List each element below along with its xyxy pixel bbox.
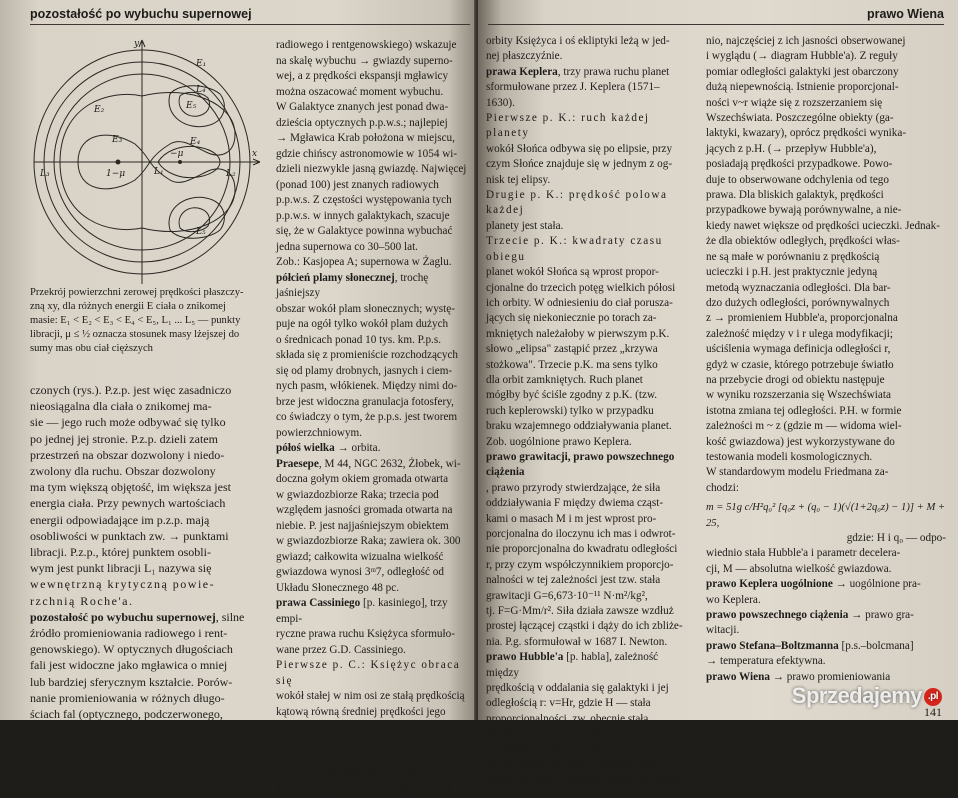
text-line: braku wzajemnego oddziaływania planet. <box>486 420 672 433</box>
text-line: ryczne prawa ruchu Księżyca sformuło- <box>276 628 455 640</box>
text-line: energii odpowiadające im p.z.p. mają <box>30 512 210 527</box>
text-line: fali jest widoczne jako mgławica o mniej <box>30 658 228 673</box>
caption-line: sumy mas obu ciał cięższych <box>30 343 153 354</box>
text-line: wokół Słońca odbywa się po elipsie, przy <box>486 142 673 155</box>
text-line: Drugie p. K.: prędkość polowa każdej <box>486 189 668 217</box>
text-line: proporcjonalności, zw. obecnie stałą <box>486 712 649 725</box>
label-axis-x: x <box>252 149 258 159</box>
caption-line: Przekrój powierzchni zerowej prędkości płaszczy- <box>30 287 244 298</box>
text-line: nych pasm, włókienek. Między nimi do- <box>276 380 458 392</box>
label-l5: L₅ <box>196 227 206 237</box>
text-line: wiednio stała Hubble'a i parametr decelera- <box>706 547 901 560</box>
entry-headword: prawo grawitacji, prawo powszechnego ciążenia <box>486 450 675 479</box>
text-line: w wyniku rozszerzania się Wszechświata <box>706 389 891 402</box>
text-line: puje na ogół tylko wokół plam dużych <box>276 318 449 330</box>
text-line: , trochę jaśniejszy <box>276 271 429 299</box>
text-line: , M 44, NGC 2632, Żłobek, wi- <box>318 457 461 470</box>
text-line: na przebycie drogi od obiektu następuje <box>706 373 885 386</box>
text-line: oddziaływania F między dwiema cząst- <box>486 497 664 510</box>
left-page-header: pozostałość po wybuchu supernowej <box>30 7 252 21</box>
text-line: ności v~r wiąże się z rozszerzaniem się <box>706 96 883 109</box>
text-line: czonych (rys.). P.z.p. jest więc zasadniczo <box>30 383 232 397</box>
text-line: Zob.: Kasjopea A; supernowa w Żaglu. <box>276 256 452 268</box>
text-line: [p. kasiniego], trzy empi- <box>276 597 448 625</box>
text-line: na skalę wybuchu → gwiazdy superno- <box>276 54 453 67</box>
text-line: o średnicach ponad 10 tys. km. P.p.s. <box>276 333 441 346</box>
label-one-mu: 1−μ <box>106 169 126 179</box>
text-line: po jednej jej stronie. P.z.p. dzieli zatem <box>30 431 218 446</box>
text-line: → temperatura efektywna. <box>706 655 826 668</box>
text-line: nie proporcjonalna do kwadratu odległości <box>486 543 678 556</box>
label-e5: E₅ <box>186 101 197 111</box>
text-line: Drugie p. C.: nachylenie równika księ- <box>276 736 422 764</box>
text-line: gdzie chińscy astronomowie w 1054 wi- <box>276 147 458 160</box>
text-line: W Galaktyce znanych jest ponad dwa- <box>276 101 449 113</box>
label-axis-y: y <box>134 39 140 49</box>
text-line: gwiazd; całkowita wizualna wielkość <box>276 550 444 563</box>
text-line: kiedy nawet większe od prędkości ucieczki. Jednak- <box>706 219 940 232</box>
text-line: się, że w Galaktyce powinna wybuchać <box>276 225 453 237</box>
label-l4: L₄ <box>196 85 206 95</box>
text-line: tj. F=G·Mm/r². Siła działa zawsze wzdłuż <box>486 605 674 618</box>
text-line: czym Słońce znajduje się w jednym z og- <box>486 158 673 171</box>
text-line: libracji. P.z.p., której punktem osobli- <box>30 545 211 560</box>
right-page <box>478 0 958 787</box>
text-line: rzchnią Roche'a. <box>30 593 134 608</box>
entry-headword: półcień plamy słonecznej <box>276 271 395 284</box>
text-line: pomiar odległości galaktyki jest obarczony <box>706 65 899 78</box>
label-l2: L₂ <box>226 169 236 179</box>
caption-line: libracji, μ ≤ ½ oznacza stosunek masy lżejszej do <box>30 329 240 340</box>
text-line: przestrzeń na obszar dozwolony i niedo- <box>30 447 225 462</box>
text-line: składa się z promieniście rozchodzących <box>276 349 459 361</box>
caption-line: zną xy, dla różnych energii E ciała o znikomej <box>30 301 226 312</box>
text-line: gdyż w czasie, którego potrzebuje światło <box>706 358 894 371</box>
text-line: genowskiego). W optycznych długościach <box>30 642 233 657</box>
entry-headword: prawo Wiena <box>706 670 770 683</box>
text-line: wej, a z prędkości ekspansji mgławicy <box>276 70 449 82</box>
text-line: obszar wokół plam słonecznych; wystę- <box>276 302 455 315</box>
text-line: → uogólnione pra- <box>832 578 921 591</box>
text-line: ma tym większą objętość, im większa jest <box>30 480 231 495</box>
text-line: powierzchniowym. <box>276 426 363 439</box>
label-e3: E₃ <box>112 135 123 145</box>
right-column-left <box>486 34 692 789</box>
text-line: życowego do ekliptyki jest stałe. <box>276 767 423 780</box>
text-line: gwiazdowa wynosi 3ᵐ7, odległość od <box>276 566 444 578</box>
text-line: względem jasności gromada otwarta na <box>276 504 453 516</box>
text-line: testowania modeli kosmologicznych. <box>706 450 873 463</box>
text-line: stożkowa". Trzecie p.K. ma sens tylko <box>486 358 658 371</box>
label-l1: L₁ <box>154 167 164 177</box>
text-line: się na podstawie efektu Dopplera, nato- <box>486 759 664 772</box>
text-line: odległością r: v=Hr, gdzie H — stała <box>486 697 651 710</box>
text-line: energia ciała. Przy pewnych wartościach <box>30 496 226 511</box>
sprzedajemy-watermark <box>791 683 942 708</box>
label-e4: E₄ <box>190 137 201 147</box>
text-line: zależności m ~ z (gdzie m — widoma wiel- <box>706 420 902 433</box>
text-line: ucieczki i p.H. jest praktycznie jedyną <box>706 266 878 279</box>
text-line: źródło promieniowania radiowego i rent- <box>30 626 228 641</box>
text-line: brze jest widoczna granulacja fotosfery, <box>276 395 454 408</box>
text-line: → Mgławica Krab położona w miejscu, <box>276 132 455 144</box>
entry-headword: półoś wielka <box>276 442 335 454</box>
watermark-text: Sprzedajemy <box>791 683 922 708</box>
text-line: → prawo gra- <box>848 609 914 622</box>
text-line: prawa. Dla bliskich galaktyk, prędkości <box>706 189 884 202</box>
text-line: miast odległości galaktyk ocenia się pośred- <box>486 774 684 787</box>
text-line: → orbita. <box>334 442 381 454</box>
right-column-right <box>706 34 946 685</box>
text-line: p.p.w.s. w innych galaktykach, szacuje <box>276 209 450 222</box>
text-line: dużą niepewnością. Istnienie proporcjonal- <box>706 81 899 94</box>
text-line: i wyglądu (→ diagram Hubble'a). Z reguły <box>706 50 898 63</box>
text-line: [p. habla], zależność między <box>486 651 659 679</box>
text-line: słowo „elipsa" zastąpić przez „krzywa <box>486 343 658 356</box>
text-line: nisk tej elipsy. <box>486 173 551 186</box>
text-line: orbity Księżyca i oś ekliptyki leżą w jed- <box>486 35 670 47</box>
text-line: sformułowane przez J. Keplera (1571– <box>486 81 660 94</box>
label-e2: E₂ <box>94 105 105 115</box>
text-line: lub bardziej sferycznym kształcie. Porów- <box>30 674 233 689</box>
text-line: nia. P.g. sformułował w 1687 I. Newton. <box>486 635 668 648</box>
text-line: planet wokół Słońca są wprost propor- <box>486 266 659 279</box>
page-number: 141 <box>924 704 942 719</box>
text-line: cji, M — absolutna wielkość gwiazdowa. <box>706 562 892 575</box>
text-line: co świadczy o tym, że p.p.s. jest tworem <box>276 411 458 423</box>
label-e1: E₁ <box>196 59 207 69</box>
text-line: prostej łączącej cząstki i dąży do ich zbliże- <box>486 620 683 633</box>
entry-headword: Praesepe <box>276 457 319 470</box>
text-line: Zob. uogólnione prawo Keplera. <box>486 435 632 448</box>
text-line: Pierwsze p. K.: ruch każdej planety <box>486 112 650 140</box>
entry-headword: prawo powszechnego ciążenia <box>706 609 849 622</box>
text-line: [p.s.–bolcmana] <box>838 639 914 652</box>
text-line: porcjonalna do iloczynu ich mas i odwrot- <box>486 528 676 540</box>
text-line: uściślenia wymaga definicja odległości r, <box>706 343 891 356</box>
text-line: dla orbit zamkniętych. Ruch planet <box>486 373 643 386</box>
text-line: Trzecie p. K.: kwadraty czasu obiegu <box>486 235 663 263</box>
text-line: osobliwości w punktach zw. → punktami <box>30 528 229 543</box>
entry-headword: prawo Keplera uogólnione <box>706 578 833 591</box>
header-rule <box>30 24 470 25</box>
right-page-header: prawo Wiena <box>867 7 944 21</box>
text-line: , trzy prawa ruchu planet <box>557 65 670 78</box>
text-line: wo Keplera. <box>706 593 761 606</box>
text-line: Układu Słonecznego 48 pc. <box>276 581 400 594</box>
text-line: ich orbity. W odniesieniu do ciał porusza- <box>486 296 673 309</box>
text-line: z → promieniem Hubble'a, proporcjonalna <box>706 312 898 325</box>
text-line: , prawo przyrody stwierdzające, że siła <box>486 481 661 494</box>
text-line: obiegowego. <box>276 721 334 733</box>
entry-headword: prawa Cassiniego <box>276 597 361 609</box>
entry-headword: pozostałość po wybuchu supernowej <box>30 609 216 624</box>
text-line: r, przy czym współczynnikiem proporcjo- <box>486 558 674 571</box>
text-line: radiowego i rentgenowskiego) wskazuje <box>276 39 457 51</box>
text-line: 1630). <box>486 96 515 109</box>
watermark-badge-icon: .pl <box>924 688 942 706</box>
text-line: p.p.w.s. Z częstości występowania tych <box>276 194 452 206</box>
text-line: Pierwsze p. C.: Księżyc obraca się <box>276 659 461 687</box>
text-line: wane przez G.D. Cassiniego. <box>276 643 406 656</box>
friedman-formula: m = 51g c/H²q₀² [q₀z + (q₀ − 1)(√(1+2q₀z) − 1)] + M + 25, <box>706 502 946 529</box>
text-line: jących się niekoniecznie po torach za- <box>486 312 657 325</box>
text-line: nio, najczęściej z ich jasności obserwowanej <box>706 35 906 47</box>
text-line: ściach fal (optycznego, podczerwonego, <box>30 707 223 722</box>
text-line: zwolony dla ruchu. Obszar dozwolony <box>30 464 216 479</box>
text-line: niebie. P. jest najjaśniejszym obiektem <box>276 519 449 532</box>
text-line: wokół stałej w nim osi ze stałą prędkością <box>276 690 465 702</box>
text-line: doczna gołym okiem gromada otwarta <box>276 473 449 485</box>
entry-headword: prawa Keplera <box>486 65 558 78</box>
text-line: przypadkowe bywają porównywalne, a nie- <box>706 204 902 217</box>
entry-headword: prawo Stefana–Boltzmanna <box>706 639 839 652</box>
label-mu: −μ <box>170 149 184 159</box>
text-line: że dla obiektów odległych, prędkości włas- <box>706 235 900 248</box>
text-line: posiadają prędkości przypadkowe. Powo- <box>706 158 893 171</box>
left-column-lower <box>30 382 266 722</box>
text-line: zależność między v i r ulega modyfikacji; <box>706 327 894 340</box>
text-line: dzieli niezwykle jasną gwiazdę. Najwięcej <box>276 163 467 175</box>
text-line: w gwiazdozbiorze Raka; zawiera ok. 300 <box>276 535 461 547</box>
text-line: E. Hubble. Prędkości oddalania wyznacza <box>486 743 675 756</box>
text-line: nieosiągalna dla ciała o znikomej ma- <box>30 399 212 414</box>
left-column-right <box>276 38 468 798</box>
text-line: sie — jego ruch może odbywać się tylko <box>30 415 226 430</box>
text-line: wewnętrzną krytyczną powie- <box>30 577 216 592</box>
zero-velocity-surface-diagram <box>30 34 262 284</box>
header-rule <box>488 24 944 25</box>
text-line: mkniętych należałoby w pierwszym p.K. <box>486 327 670 340</box>
text-line: laktyki, kwazary), oprócz prędkości wynika- <box>706 127 907 140</box>
text-line: Hubble'a. Prawo to sformułował w 1929 <box>486 728 667 741</box>
text-line: cjonalne do trzecich potęg wielkich półosi <box>486 281 676 294</box>
text-line: nalności w tej zależności jest tzw. stała <box>486 574 661 587</box>
text-line: w gwiazdozbiorze Raka; trzecia pod <box>276 488 439 501</box>
text-line: W standardowym modelu Friedmana za- <box>706 466 889 479</box>
text-line: kątową równą średniej prędkości jego <box>276 705 446 718</box>
text-line: gdzie: H i q₀ — odpo- <box>846 532 946 544</box>
entry-headword: prawo Hubble'a <box>486 651 564 664</box>
text-line: nej płaszczyźnie. <box>486 50 563 63</box>
text-line: kość gwiazdowa) jest wykorzystywane do <box>706 435 895 448</box>
text-line: prędkością v oddalania się galaktyki i jej <box>486 682 669 695</box>
text-line: duje to obserwowane odchylenia od tego <box>706 173 889 186</box>
text-line: nanie promieniowania w różnych długo- <box>30 690 225 705</box>
text-line: ne są małe w porównaniu z prędkością <box>706 250 880 263</box>
text-line: metodą wyznaczania odległości. Dla bar- <box>706 281 891 294</box>
text-line: (ponad 100) jest znanych radiowych <box>276 178 439 191</box>
text-line: kami o masach M i m jest wprost pro- <box>486 512 657 525</box>
text-line: planety jest stała. <box>486 219 564 232</box>
text-line: chodzi: <box>706 481 739 494</box>
text-line: dzo dużych odległości, porównywalnych <box>706 296 890 309</box>
text-line: Trzecie p. C.: oś Księżyca, oś <box>276 783 454 795</box>
text-line: istotna zmiana tej odległości. P.H. w formie <box>706 404 902 417</box>
caption-line: masie: E₁ < E₂ < E₃ < E₄ < E₅, L₁ ... L₅ — punkty <box>30 315 241 326</box>
text-line: się od plamy drobnych, jasnych i ciem- <box>276 364 453 377</box>
text-line: mógłby być ściśle zgodny z p.K. (tzw. <box>486 389 658 402</box>
text-line: jedna supernowa co 30–500 lat. <box>276 240 418 253</box>
text-line: ruch keplerowski) tylko w przypadku <box>486 404 654 417</box>
text-line: , silne <box>215 609 245 624</box>
figure-caption <box>30 286 266 356</box>
text-line: Wszechświata. Poszczególne obiekty (ga- <box>706 112 894 125</box>
text-line: → prawo promieniowania <box>769 670 891 683</box>
text-line: wym jest punkt libracji L₁ nazywa się <box>30 561 212 576</box>
text-line: jących z p.H. (→ przepływ Hubble'a), <box>706 142 877 155</box>
text-line: można oszacować moment wybuchu. <box>276 85 444 98</box>
left-page <box>0 0 476 795</box>
text-line: dzieścia optycznych p.p.w.s.; najlepiej <box>276 116 448 129</box>
label-l3: L₃ <box>40 169 50 179</box>
text-line: grawitacji G=6,673·10⁻¹¹ N·m²/kg², <box>486 589 648 602</box>
text-line: witacji. <box>706 624 740 637</box>
